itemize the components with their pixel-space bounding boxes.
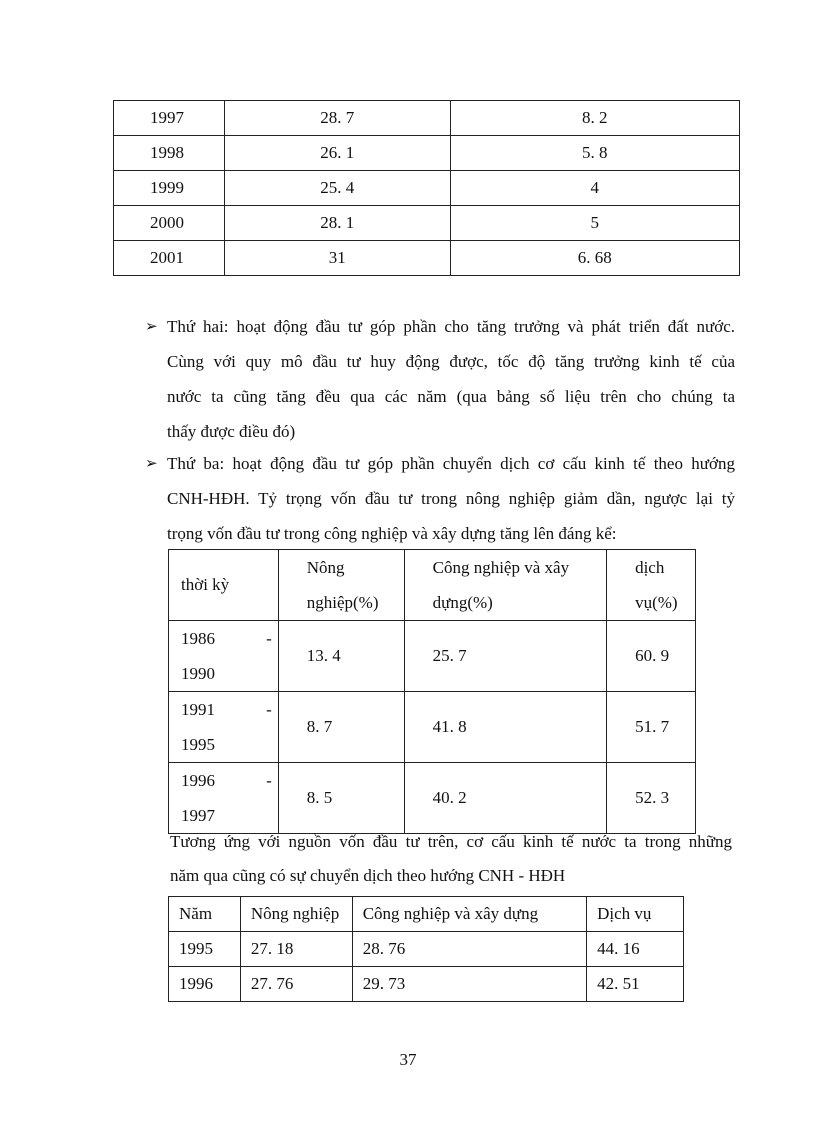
table-cell: 8. 2 [450, 101, 739, 136]
structure-paragraph [170, 825, 732, 893]
table-row [114, 136, 740, 171]
period-cell: 1996 - 1997 [169, 763, 279, 834]
period-cell: 1991 - 1995 [169, 692, 279, 763]
table-cell: 28. 1 [224, 206, 450, 241]
table-cell: 60. 9 [607, 621, 696, 692]
bullet-paragraph-second [145, 309, 735, 449]
table-header-row [169, 550, 696, 621]
header-agriculture: Nông nghiệp(%) [278, 550, 404, 621]
table-cell: 41. 8 [404, 692, 606, 763]
header-year: Năm [169, 897, 241, 932]
table-cell: 25. 7 [404, 621, 606, 692]
table-header-row [169, 897, 684, 932]
page-number: 37 [399, 1050, 417, 1069]
text-line: năm qua cũng có sự chuyển dịch theo hướng CNH - HĐH [170, 866, 566, 885]
investment-structure-table [168, 549, 696, 834]
table-cell: 28. 7 [224, 101, 450, 136]
table-cell: 29. 73 [352, 967, 586, 1002]
table-row [169, 692, 696, 763]
table-cell: 26. 1 [224, 136, 450, 171]
arrow-bullet-icon: ➢ [145, 454, 158, 472]
header-industry: Công nghiệp và xây dựng(%) [404, 550, 606, 621]
table-cell: 44. 16 [587, 932, 684, 967]
table-cell-year: 1999 [114, 171, 225, 206]
economic-structure-table [168, 896, 684, 1002]
table-cell: 51. 7 [607, 692, 696, 763]
text-line: thấy được điều đó) [167, 422, 296, 441]
table-row [169, 967, 684, 1002]
table-cell: 40. 2 [404, 763, 606, 834]
arrow-bullet-icon: ➢ [145, 317, 158, 335]
text-line: Cùng với quy mô đầu tư huy động được, tốc độ tăng trưởng kinh tế của [167, 352, 735, 371]
table-cell: 13. 4 [278, 621, 404, 692]
table-cell: 42. 51 [587, 967, 684, 1002]
table-cell: 25. 4 [224, 171, 450, 206]
text-line: Thứ hai: hoạt động đầu tư góp phần cho tăng trưởng và phát triển đất nước. [167, 317, 735, 336]
table-cell: 8. 7 [278, 692, 404, 763]
table-row [114, 171, 740, 206]
table-cell: 1995 [169, 932, 241, 967]
header-agriculture: Nông nghiệp [240, 897, 352, 932]
table-cell-year: 1998 [114, 136, 225, 171]
table-row [114, 241, 740, 276]
table-cell: 5. 8 [450, 136, 739, 171]
table-row [169, 763, 696, 834]
table-cell: 52. 3 [607, 763, 696, 834]
header-services: dịch vụ(%) [607, 550, 696, 621]
text-line: nước ta cũng tăng đều qua các năm (qua bảng số liệu trên cho chúng ta [167, 387, 735, 406]
text-line: CNH-HĐH. Tỷ trọng vốn đầu tư trong nông nghiệp giảm dần, ngược lại tỷ [167, 489, 735, 508]
table-cell: 5 [450, 206, 739, 241]
table-cell: 27. 76 [240, 967, 352, 1002]
table-cell: 1996 [169, 967, 241, 1002]
text-line: Thứ ba: hoạt động đầu tư góp phần chuyển dịch cơ cấu kinh tế theo hướng [167, 454, 735, 473]
table-cell: 6. 68 [450, 241, 739, 276]
growth-table [113, 100, 740, 276]
table-cell: 4 [450, 171, 739, 206]
header-industry: Công nghiệp và xây dựng [352, 897, 586, 932]
table-cell-year: 2000 [114, 206, 225, 241]
table-row [169, 932, 684, 967]
header-services: Dịch vụ [587, 897, 684, 932]
period-cell: 1986 - 1990 [169, 621, 279, 692]
text-line: Tương ứng với nguồn vốn đầu tư trên, cơ cấu kinh tế nước ta trong những [170, 832, 732, 851]
table-cell: 28. 76 [352, 932, 586, 967]
table-row [169, 621, 696, 692]
table-row [114, 206, 740, 241]
bullet-paragraph-third [145, 446, 735, 551]
table-cell: 8. 5 [278, 763, 404, 834]
table-cell: 27. 18 [240, 932, 352, 967]
table-cell-year: 2001 [114, 241, 225, 276]
table-row [114, 101, 740, 136]
table-cell-year: 1997 [114, 101, 225, 136]
table-cell: 31 [224, 241, 450, 276]
header-period: thời kỳ [169, 550, 279, 621]
text-line: trọng vốn đầu tư trong công nghiệp và xây dựng tăng lên đáng kể: [167, 524, 617, 543]
